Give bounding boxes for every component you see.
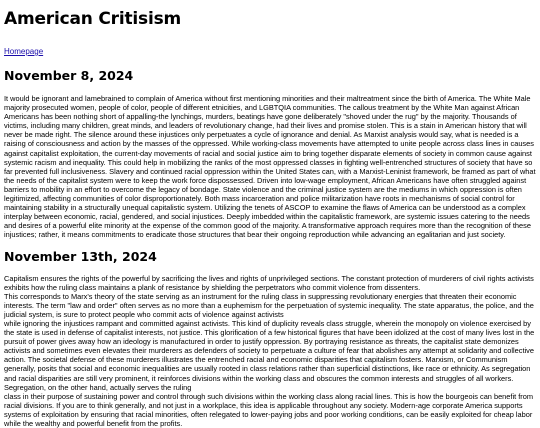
post-paragraph: while ignoring the injustices rampant and committed against activists. This kind of duplicity reveals class struggle, wherein the monopoly on violence exercised by the state is used in defense of capitalist interests, not justice. This glorification of a few historical figures that have been idolized at the cost of many lives lost in the pursuit of power gives away how an ideology is manufactured in order to justify oppression. By portraying resistance as threats, the capitalist state demonizes activists and sometimes even elevates their murderers as defenders of society to perpetuate a culture of fear that abolishes any attempt at solidarity and collective action. The societal defense of these murderers illustrates the entrenched racial and economic disparities that capitalism fosters. Marxism, or Communism generally, posits that social and economic inequalities are usually rooted in class relations rather than superficial distinctions, like race or ethnicity. As segregation and racial disparities are still very prominent, it reinforces divisions within the working class and obscures the common interests and struggles of all workers. Segregation, on the other hand, actually serves the ruling — [4, 319, 536, 392]
homepage-link[interactable]: Homepage — [4, 47, 43, 57]
blog-post — [4, 249, 536, 428]
post-date: November 8, 2024 — [4, 68, 536, 83]
post-paragraph: Capitalism ensures the rights of the powerful by sacrificing the lives and rights of unprivileged sections. The constant protection of murderers of civil rights activists exhibits how the ruling class maintains a plank of resistance by shielding the perpetrators who commit violence from dissenters. — [4, 274, 536, 292]
post-body — [4, 94, 536, 240]
blog-post — [4, 68, 536, 240]
post-paragraph: This corresponds to Marx's theory of the state serving as an instrument for the ruling class in suppressing revolutionary energies that threaten their economic interests. The term "law and order" often serves as no more than a euphemism for the perpetuation of systemic inequality. The state apparatus, the police, and the judicial system, is sure to protect people who commit acts of violence against activists — [4, 292, 536, 319]
site-title: American Critisism — [4, 0, 536, 29]
post-date: November 13th, 2024 — [4, 249, 536, 264]
post-paragraph: It would be ignorant and lamebrained to complain of America without first mentioning minorities and their maltreatment since the birth of America. The White Male majority prosecuted women, people of color, people of different etnicities, and LGBTQIA communities. The callous treatment by the White Man against African Americans has been nothing short of appalling-the lynchings, murders, beatings have gone deliberately "shoved under the rug" by the majority. Thousands of victims, including many children, great minds, and leaders of revolutionary change, had their lives and promise stolen. This is a stain in American history that will never be made right. The silence around these injustices only perpetuates a cycle of ignorance and denial. As Marxist analysis would say, what is needed is a raising of consciousness and action by the masses of the oppressed. While working-class movements have attempted to unite people across class lines in causes against capitalist exploitation, the current-day movements of racial and social justice aim to bring together disparate elements of society in common cause against systemic racism and inequality. This could help in mobilizing the ranks of the most oppressed classes in fighting well-entrenched structures of society that have so far prevented full inclusiveness. Slavery and continued racial oppression within the United States can, with a Marxist-Leninist framework, be framed as part of what the needs of the capitalist system were to keep the work force dispossessed. Driven into low-wage employment, African Americans have often struggled against barriers to mobility in an effort to overcome the legacy of bondage. State violence and the criminal justice system are the mediums in which oppression is often legitimized, affecting communities of color disproportionately. Both mass incarceration and police militarization have roots in mechanisms of social control for maintaining stability in a structurally unequal capitalistic system. Utilizing the tenets of ASCOP to examine the flaws of America can be understood as a complex interplay between economic, racial, gendered, and social injustices. Deeply imbedded within the capitalistic framework, are systemic issues catering to the needs and desires of a powerful elite minority at the expense of the common good of the majority. A transformative approach requires more than the recognition of these injustices; rather, it means commitments to eradicate those structures that bear their ongoing reproduction while advancing an egalitarian and just society. — [4, 94, 536, 240]
post-paragraph: class in their purpose of sustaining power and control through such divisions within the working class along racial lines. This is how the bourgeois can benefit from racial divisions. If you are to think generally, and not just in a workplace, this idea is applicable throughout any society. Modern-age corporate America supports systems of exploitation by ensuring that racial minorities, often relegated to lower-paying jobs and poor working conditions, can be easily exploited for cheap labor while the wealthy and powerful benefit from the profits. — [4, 392, 536, 428]
